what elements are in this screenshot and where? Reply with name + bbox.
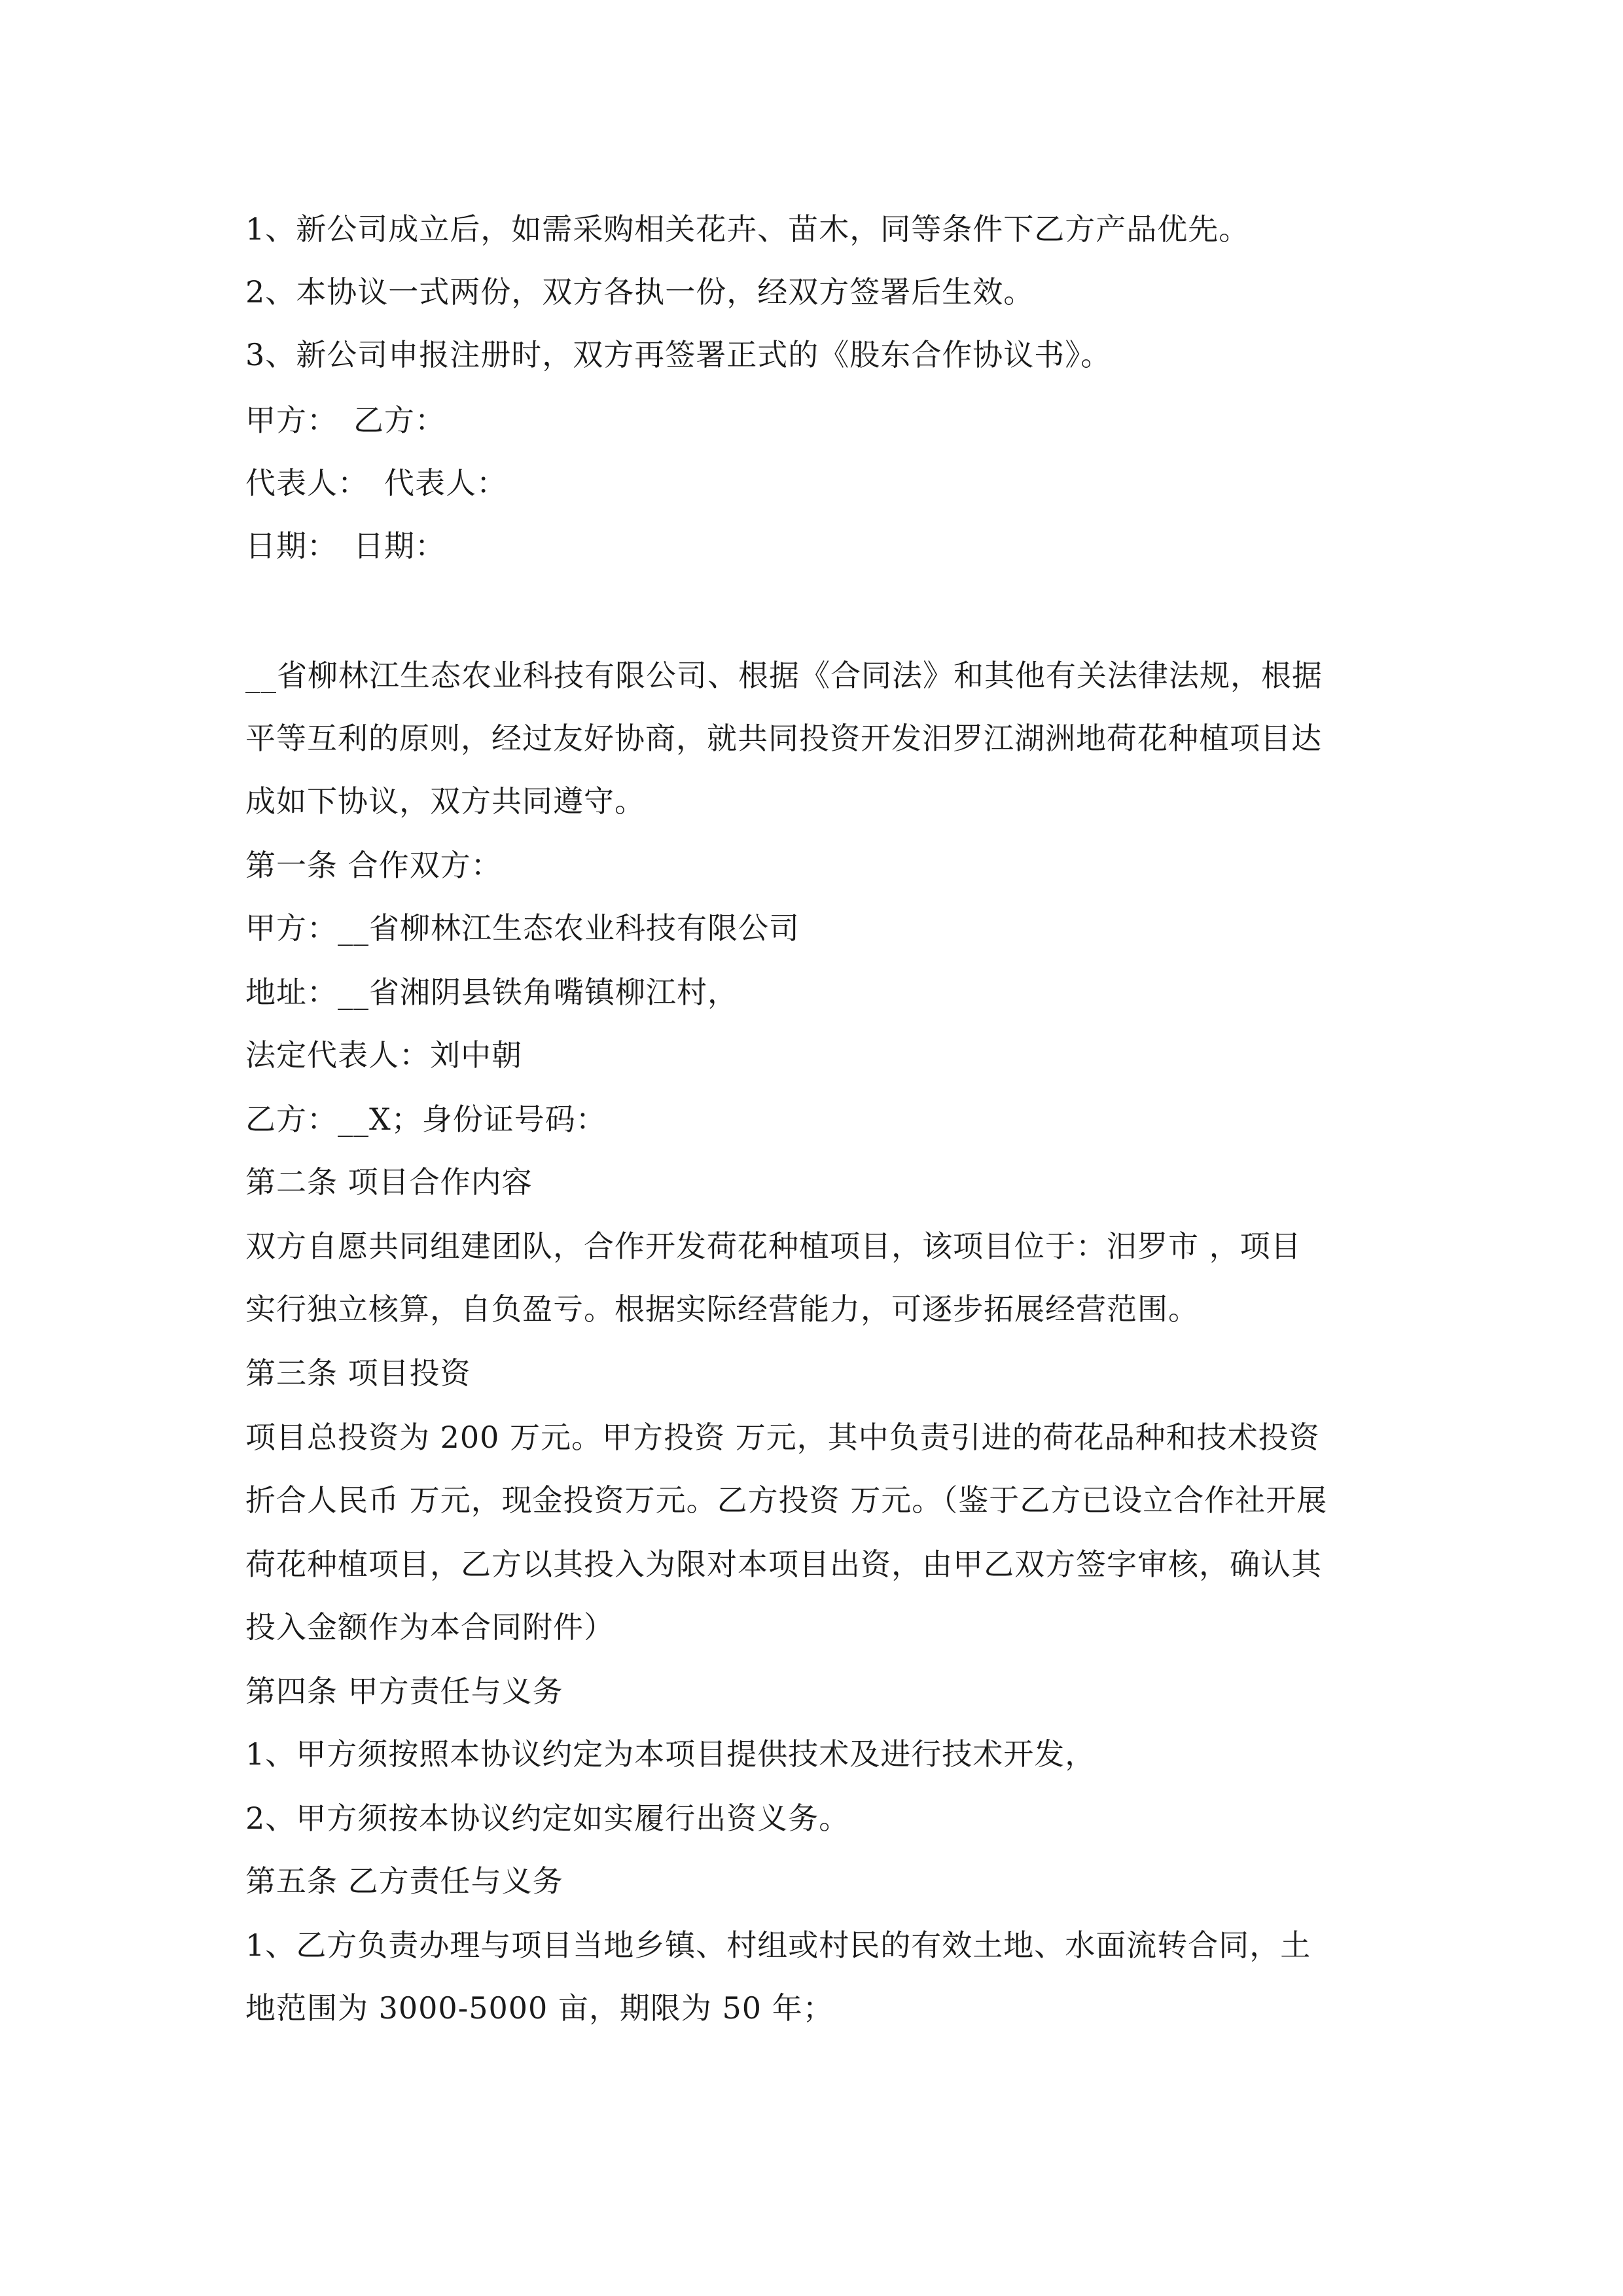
article-3-body: 荷花种植项目，乙方以其投入为限对本项目出资，由甲乙双方签字审核，确认其	[245, 1547, 1322, 1582]
article-3-body: 项目总投资为 200 万元。甲方投资 万元，其中负责引进的荷花品种和技术投资	[245, 1420, 1320, 1455]
article-3-heading: 第三条 项目投资	[245, 1355, 471, 1391]
party-b: 乙方：__X；身份证号码：	[245, 1102, 607, 1137]
article-5-item: 地范围为 3000-5000 亩，期限为 50 年；	[245, 1990, 834, 2026]
article-5-item: 1、乙方负责办理与项目当地乡镇、村组或村民的有效土地、水面流转合同，土	[245, 1928, 1311, 1963]
signature-representatives: 代表人： 代表人：	[245, 465, 507, 501]
preamble-line: 成如下协议，双方共同遵守。	[245, 783, 645, 819]
article-4-heading: 第四条 甲方责任与义务	[245, 1674, 563, 1709]
clause-copies: 2、本协议一式两份，双方各执一份，经双方签署后生效。	[245, 274, 1035, 310]
clause-registration: 3、新公司申报注册时，双方再签署正式的《股东合作协议书》。	[245, 337, 1112, 372]
article-3-body: 折合人民币 万元，现金投资万元。乙方投资 万元。（鉴于乙方已设立合作社开展	[245, 1482, 1328, 1518]
article-4-item: 1、甲方须按照本协议约定为本项目提供技术及进行技术开发，	[245, 1736, 1096, 1772]
article-5-heading: 第五条 乙方责任与义务	[245, 1863, 563, 1899]
party-a: 甲方：__省柳林江生态农业科技有限公司	[245, 910, 800, 946]
signature-parties: 甲方： 乙方：	[245, 403, 446, 438]
article-2-heading: 第二条 项目合作内容	[245, 1164, 533, 1200]
party-a-address: 地址：__省湘阴县铁角嘴镇柳江村，	[245, 975, 738, 1010]
article-2-body: 双方自愿共同组建团队，合作开发荷花种植项目，该项目位于：汨罗市 ，项目	[245, 1229, 1302, 1264]
preamble-line: __省柳林江生态农业科技有限公司、根据《合同法》和其他有关法律法规，根据	[245, 658, 1323, 693]
article-4-item: 2、甲方须按本协议约定如实履行出资义务。	[245, 1801, 850, 1836]
article-2-body: 实行独立核算，自负盈亏。根据实际经营能力，可逐步拓展经营范围。	[245, 1291, 1199, 1327]
article-3-body: 投入金额作为本合同附件）	[245, 1609, 615, 1645]
signature-dates: 日期： 日期：	[245, 528, 446, 564]
preamble-line: 平等互利的原则，经过友好协商，就共同投资开发汨罗江湖洲地荷花种植项目达	[245, 721, 1322, 756]
article-1-heading: 第一条 合作双方：	[245, 848, 502, 883]
clause-new-company-purchase: 1、新公司成立后，如需采购相关花卉、苗木，同等条件下乙方产品优先。	[245, 211, 1250, 247]
legal-representative: 法定代表人：刘中朝	[245, 1037, 522, 1073]
